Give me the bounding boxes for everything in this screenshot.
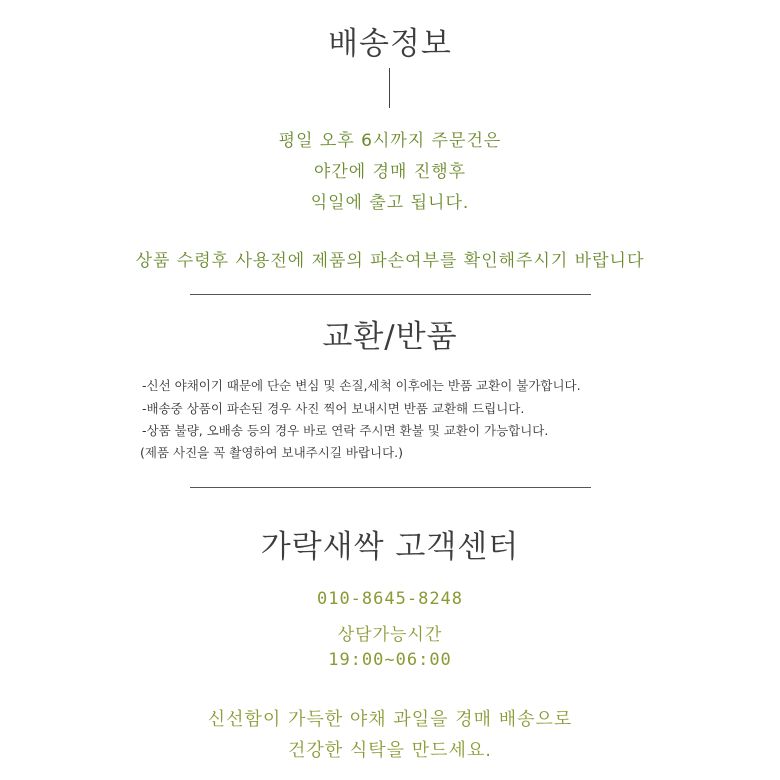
shipping-title: 배송정보 [328,26,452,62]
exchange-title: 교환/반품 [322,319,458,355]
service-phone: 010-8645-8248 [316,589,464,609]
section-divider-1 [190,294,591,295]
exchange-line-1: -신선 야채이기 때문에 단순 변심 및 손질,세척 이후에는 반품 교환이 불가합니다. [142,378,581,393]
vertical-divider [389,68,390,108]
service-title: 가락새싹 고객센터 [260,529,520,565]
closing-line-1: 신선함이 가득한 야채 과일을 경매 배송으로 [207,709,573,730]
shipping-line-3: 익일에 출고 됩니다. [310,193,470,213]
exchange-line-2: -배송중 상품이 파손된 경우 사진 찍어 보내시면 반품 교환해 드립니다. [142,401,525,416]
shipping-line-1: 평일 오후 6시까지 주문건은 [278,131,502,151]
shipping-notice: 상품 수령후 사용전에 제품의 파손여부를 확인해주시기 바랍니다 [135,251,645,271]
shipping-line-2: 야간에 경매 진행후 [313,162,467,182]
exchange-line-4: (제품 사진을 꼭 촬영하여 보내주시길 바랍니다.) [140,445,404,460]
closing-line-2: 건강한 식탁을 만드세요. [287,740,493,761]
service-hours: 19:00~06:00 [328,650,452,670]
service-hours-label: 상담가능시간 [337,625,443,645]
exchange-line-3: -상품 불량, 오배송 등의 경우 바로 연락 주시면 환불 및 교환이 가능합니다. [142,423,549,438]
section-divider-2 [190,487,591,488]
